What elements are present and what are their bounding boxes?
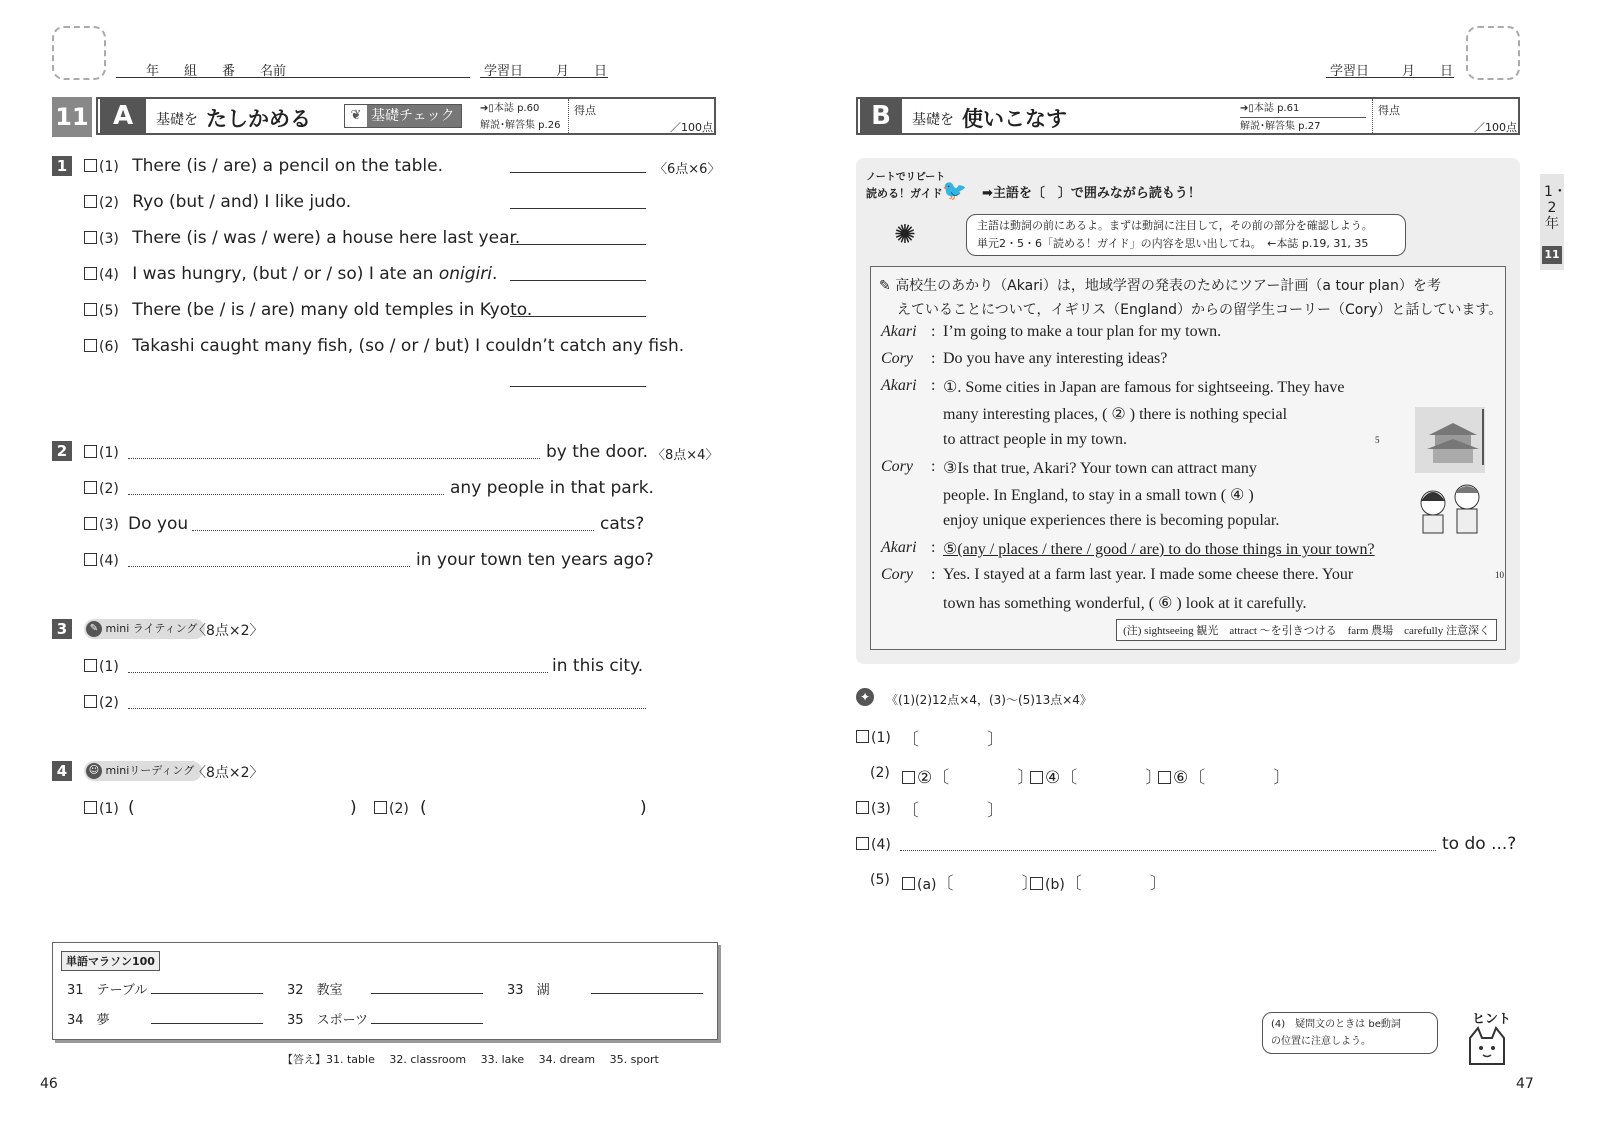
mini-reading-badge: [84, 761, 202, 781]
answer-dotted-line[interactable]: [900, 850, 1436, 851]
hint-bubble: (4) 疑問文のときは be動詞 の位置に注意しよう。: [1262, 1012, 1438, 1054]
q3-item-1-no: (1): [84, 656, 119, 676]
passage-line: people. In England, to stay in a small town ( ④ ): [943, 487, 1254, 504]
checkbox[interactable]: [84, 339, 97, 352]
book-icon: ➔▯: [1240, 103, 1254, 114]
divider: [1372, 99, 1373, 133]
checkbox[interactable]: [84, 517, 97, 530]
q1-item-text: There (is / are) a pencil on the table.: [132, 156, 444, 176]
question-2-number: 2: [52, 441, 72, 461]
day-label: 日: [1440, 64, 1454, 79]
ans-1-bracket[interactable]: 〔 〕: [902, 730, 1004, 750]
passage-intro-1: ✎ 高校生のあかり（Akari）は，地域学習の発表のためにツアー計画（a tour plan）を考: [879, 278, 1441, 294]
section-letter: B: [860, 99, 902, 133]
q1-item-2: (2) Ryo (but / and) I like judo.: [84, 192, 351, 212]
ref-book: 本誌 p.61: [1253, 103, 1300, 114]
checkbox[interactable]: [84, 195, 97, 208]
answer-dotted-line[interactable]: [128, 708, 646, 709]
score-label: 得点: [1378, 104, 1400, 117]
q1-item-text: There (is / was / were) a house here last year.: [132, 228, 521, 248]
checkbox[interactable]: [1030, 877, 1043, 890]
kiso-check-badge: [344, 104, 462, 128]
checkbox[interactable]: [84, 445, 97, 458]
q2-item-3-post: cats?: [600, 514, 645, 534]
vocab-34: 34 夢: [67, 1013, 110, 1028]
paren-close: ): [640, 798, 647, 818]
hint-label: ヒント: [1472, 1012, 1512, 1027]
section-title: 使いこなす: [962, 107, 1067, 131]
q2-item-2-post: any people in that park.: [450, 478, 654, 498]
vocab-notes: (注) sightseeing 観光 attract ～を引きつける farm 農場 carefully 注意深く: [1116, 619, 1497, 641]
passage-line: ⑤(any / places / there / good / are) to do those things in your town?: [943, 541, 1375, 558]
q1-item-6: (6) Takashi caught many fish, (so / or / but) I couldn’t catch any fish.: [84, 336, 684, 356]
passage-intro-2: えていることについて，イギリス（England）からの留学生コーリー（Cory）と話しています。: [897, 302, 1503, 318]
ans-4: (4): [856, 834, 891, 854]
pencil-icon: ✎: [879, 278, 891, 294]
q4-item-1: (1): [84, 798, 119, 818]
answer-dotted-line[interactable]: [192, 530, 594, 531]
number-label: 番: [222, 64, 236, 79]
vocab-marathon-box: [52, 942, 718, 1040]
q2-item-2-no: (2): [84, 478, 119, 498]
side-tab-unit: 11: [1542, 246, 1562, 264]
vocab-32: 32 教室: [287, 983, 343, 998]
ans-2-sub-a[interactable]: ②〔 〕: [902, 763, 1034, 788]
passage-line: to attract people in my town.: [943, 431, 1127, 448]
side-tab: [1540, 174, 1567, 270]
ans-5-sub-a[interactable]: (a)〔 〕: [902, 869, 1039, 894]
date-label: 学習日: [1330, 64, 1370, 79]
ref-answer: 解説･解答集 p.27: [1240, 121, 1321, 132]
ans-4-post: to do ...?: [1442, 834, 1517, 854]
q2-item-4-no: (4): [84, 550, 119, 570]
answer-line[interactable]: [510, 386, 646, 387]
checkbox[interactable]: [84, 801, 97, 814]
check-label: 基礎チェック: [371, 108, 455, 124]
q1-item-text: There (be / is / are) many old temples in Kyoto.: [132, 300, 533, 320]
answer-line[interactable]: [510, 172, 646, 173]
score-total: ／100点: [670, 121, 713, 134]
checkbox[interactable]: [84, 267, 97, 280]
hedgehog-icon: ✺: [894, 220, 916, 250]
reading-panel: [856, 158, 1520, 664]
q4-item-2: (2): [374, 798, 409, 818]
q1-item-5: (5) There (be / is / are) many old temples in Kyoto.: [84, 300, 532, 320]
section-title: たしかめる: [206, 107, 311, 131]
checkbox[interactable]: [84, 553, 97, 566]
checkbox[interactable]: [1158, 771, 1171, 784]
section-title-small: 基礎を: [156, 112, 198, 128]
passage-line: ①. Some cities in Japan are famous for sightseeing. They have: [943, 379, 1345, 396]
checkbox[interactable]: [84, 659, 97, 672]
right-page: [800, 0, 1600, 1124]
passage-line: Yes. I stayed at a farm last year. I made some cheese there. Your: [943, 566, 1354, 583]
passage-line: enjoy unique experiences there is becoming popular.: [943, 512, 1280, 529]
pencil-icon: ✎: [86, 621, 102, 637]
section-b-header: [856, 97, 1520, 135]
checkbox[interactable]: [84, 303, 97, 316]
day-label: 日: [594, 64, 608, 79]
name-label: 名前: [260, 64, 287, 79]
side-tab-grade: 1・2年: [1544, 184, 1567, 232]
boy-icon: 🐦: [942, 178, 967, 202]
passage-line: I’m going to make a tour plan for my town.: [943, 323, 1222, 340]
q1-item-4: (4) I was hungry, (but / or / so) I ate an onigiri.: [84, 264, 497, 284]
corner-stamp-box: [1466, 26, 1520, 80]
score-label: 得点: [574, 104, 596, 117]
section-letter: A: [100, 99, 146, 133]
checkbox[interactable]: [856, 730, 869, 743]
line-number-5: 5: [1375, 435, 1380, 445]
badge-label: miniリーディング: [105, 764, 195, 777]
paren-open: (: [420, 798, 427, 818]
checkbox[interactable]: [84, 481, 97, 494]
person-icon: ☺: [86, 763, 102, 779]
ans-3-bracket[interactable]: 〔 〕: [902, 801, 1004, 821]
class-label: 組: [184, 64, 198, 79]
checkbox[interactable]: [84, 159, 97, 172]
reference-block: [1240, 100, 1366, 135]
ref-book: 本誌 p.60: [493, 103, 540, 114]
q2-item-4-post: in your town ten years ago?: [416, 550, 654, 570]
vocab-answer-line[interactable]: [371, 1023, 483, 1024]
date-label: 学習日: [484, 64, 524, 79]
page-number: 46: [40, 1076, 58, 1092]
q1-points: 〈6点×6〉: [654, 162, 721, 177]
q2-points: 〈8点×4〉: [652, 448, 719, 463]
vocab-33: 33 湖: [507, 983, 550, 998]
passage-line: town has something wonderful, ( ⑥ ) look at it carefully.: [943, 595, 1307, 612]
guide-instruction: ➡主語を〔 〕で囲みながら読もう！: [982, 186, 1201, 201]
checkbox[interactable]: [84, 231, 97, 244]
checkbox[interactable]: [1030, 771, 1043, 784]
section-a-header: [96, 97, 716, 135]
vocab-31: 31 テーブル: [67, 983, 148, 998]
q3-item-1-post: in this city.: [552, 656, 644, 676]
reference-block: [480, 100, 560, 134]
checkbox[interactable]: [902, 771, 915, 784]
star-icon: ✦: [856, 688, 874, 706]
question-4-number: 4: [52, 761, 72, 781]
mini-writing-badge: [84, 619, 205, 639]
paren-open: (: [128, 798, 135, 818]
temple-and-people-illustration: [1409, 405, 1489, 535]
vocab-35: 35 スポーツ: [287, 1013, 369, 1028]
q3-points: 〈8点×2〉: [192, 623, 264, 639]
q1-item-text: Takashi caught many fish, (so / or / but) I couldn’t catch any fish.: [132, 336, 685, 356]
answer-line[interactable]: [510, 244, 646, 245]
checkbox[interactable]: [84, 695, 97, 708]
score-total: ／100点: [1474, 121, 1517, 134]
q3-item-2-no: (2): [84, 692, 119, 712]
q4-points: 〈8点×2〉: [192, 765, 264, 781]
q1-item-text: Ryo (but / and) I like judo.: [132, 192, 352, 212]
date-header: [480, 60, 608, 78]
vocab-answer-line[interactable]: [151, 993, 263, 994]
ans-1: (1): [856, 727, 891, 747]
q2-item-3-no: (3): [84, 514, 119, 534]
page-number: 47: [1516, 1076, 1534, 1092]
passage-line: many interesting places, ( ② ) there is nothing special: [943, 406, 1288, 423]
guide-label: ノートでリピート 読める！ガイド: [866, 172, 946, 200]
ans-2-sub-b[interactable]: ④〔 〕: [1030, 763, 1162, 788]
vocab-title: 単語マラソン100: [61, 951, 160, 971]
q1-item-3: (3) There (is / was / were) a house here last year.: [84, 228, 520, 248]
q2-item-3-pre: Do you: [128, 514, 189, 534]
q1-item-1: (1) There (is / are) a pencil on the table.: [84, 156, 443, 176]
answer-dotted-line[interactable]: [128, 672, 548, 673]
checkbox[interactable]: [902, 877, 915, 890]
answer-line[interactable]: [510, 316, 646, 317]
sprout-icon: ❦: [345, 105, 367, 127]
ans-5-sub-b[interactable]: (b)〔 〕: [1030, 869, 1167, 894]
answer-line[interactable]: [510, 280, 646, 281]
vocab-answers: 【答え】31. table 32. classroom 33. lake 34. dream 35. sport: [282, 1053, 659, 1066]
answer-dotted-line[interactable]: [128, 494, 444, 495]
passage-line: Do you have any interesting ideas?: [943, 350, 1168, 367]
line-number-10: 10: [1495, 570, 1504, 580]
vocab-answer-line[interactable]: [591, 993, 703, 994]
q1-item-italic: onigiri: [438, 264, 492, 284]
vocab-answer-line[interactable]: [151, 1023, 263, 1024]
passage-frame: ✎ 高校生のあかり（Akari）は，地域学習の発表のためにツアー計画（a tour plan）を考 えていることについて，イギリス（England）からの留学生コーリー（Cory）と話しています。 Akari : I’m going to make a tour plan for my town. Cory : Do you have any interesting ideas? Akari : ①. Some cities in Japan are famous for sightseeing. They have many interesting places, ( ② ) there is nothing special to attract people in my town. 5 Cory : ③Is that true, Akari? Your town can attract many people. In England, to stay in a small town ( ④ ) enjoy unique experiences there is becoming popular. Akari : ⑤(any / places / there / good / are) to do those things in your town? Cory : Yes. I stayed at a farm last year. I made some cheese there. Your 10 town has something wonderful, ( ⑥ ) look at it carefully. (注) sightseeing 観光 attract ～を引きつける farm 農場 carefully 注意深く: [870, 266, 1506, 650]
checkbox[interactable]: [374, 801, 387, 814]
unit-number: 11: [52, 97, 92, 137]
year-label: 年: [146, 64, 160, 79]
answer-dotted-line[interactable]: [128, 458, 540, 459]
q2-item-1-post: by the door.: [546, 442, 648, 462]
checkbox[interactable]: [856, 837, 869, 850]
q2-item-1-no: (1): [84, 442, 119, 462]
answer-line[interactable]: [510, 208, 646, 209]
divider: [568, 99, 569, 133]
month-label: 月: [1402, 64, 1416, 79]
corner-stamp-box: [52, 26, 106, 80]
ans-3: (3): [856, 798, 891, 818]
guide-speech-bubble: 主語は動詞の前にあるよ。まずは動詞に注目して，その前の部分を確認しよう。 単元2・5・6「読める！ガイド」の内容を思い出してね。 ←本誌 p.19, 31, 35: [966, 214, 1406, 256]
passage-line: ③Is that true, Akari? Your town can attract many: [943, 460, 1257, 477]
question-3-number: 3: [52, 619, 72, 639]
book-icon: ➔▯: [480, 103, 494, 114]
question-1-number: 1: [52, 156, 72, 176]
month-label: 月: [556, 64, 570, 79]
date-header: [1326, 60, 1454, 78]
ans-5: (5): [870, 872, 890, 888]
vocab-answer-line[interactable]: [371, 993, 483, 994]
ref-answer: 解説･解答集 p.26: [480, 120, 561, 131]
q1-item-text: I was hungry, (but / or / so) I ate an: [132, 264, 439, 284]
badge-label: mini ライティング: [105, 622, 198, 635]
answer-points: 《(1)(2)12点×4，(3)〜(5)13点×4》: [886, 693, 1092, 707]
ans-2: (2): [870, 765, 890, 781]
ans-2-sub-c[interactable]: ⑥〔 〕: [1158, 763, 1290, 788]
cat-icon: [1464, 1026, 1510, 1066]
section-title-small: 基礎を: [912, 112, 954, 128]
name-header: [116, 60, 470, 78]
checkbox[interactable]: [856, 801, 869, 814]
answer-dotted-line[interactable]: [128, 566, 410, 567]
paren-close: ): [350, 798, 357, 818]
